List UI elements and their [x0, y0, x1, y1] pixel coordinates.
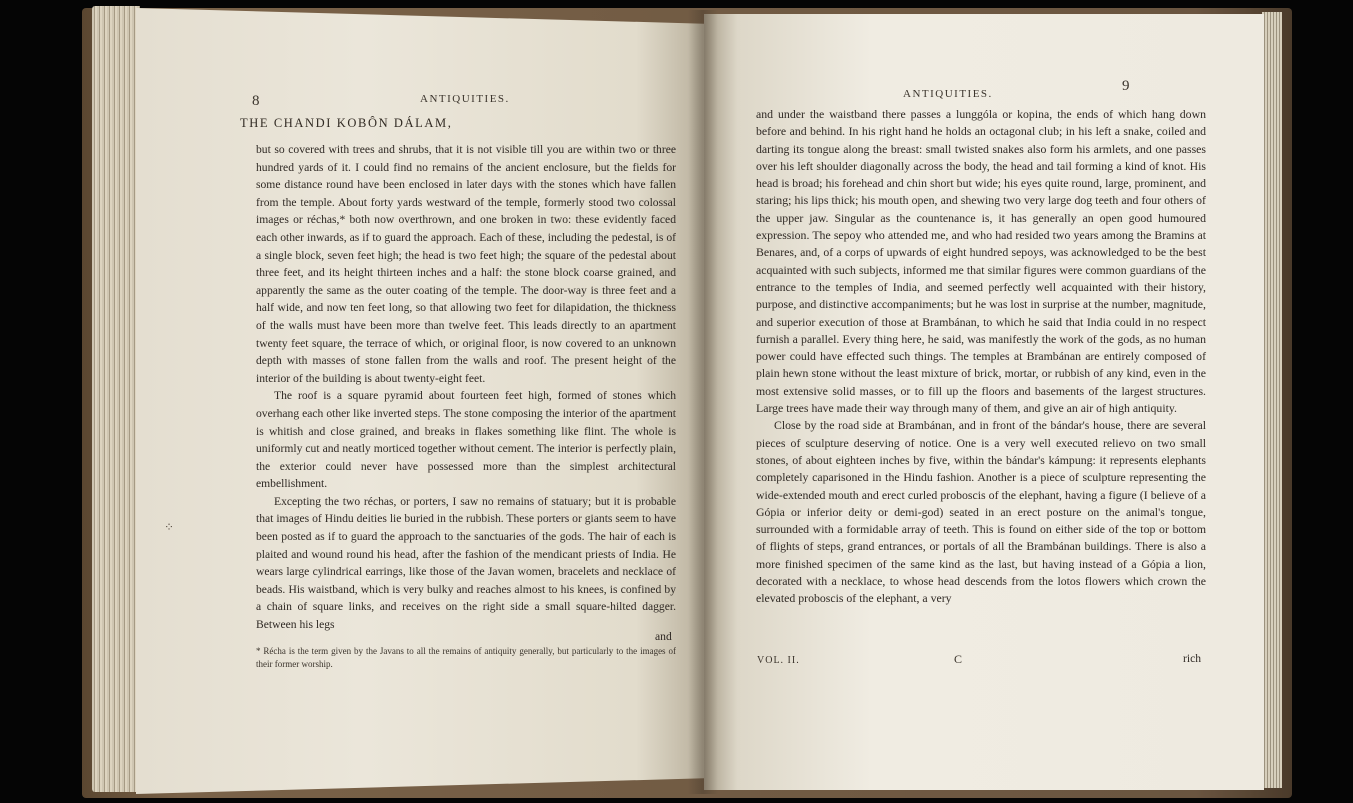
section-title: THE CHANDI KOBÔN DÁLAM, — [240, 116, 453, 130]
right-paragraph-2: Close by the road side at Brambánan, and in front of the bándar's house, there are several pieces of sculpture deserving of notice. One is a very well executed relievo on two small stones, of about eighteen inches by five, within the bándar's kámpung: it represents elephants completely caparisoned in the Hindu fashion. Another is a piece of sculpture representing the wide-extended mouth and erect curled proboscis of the elephant, having a figure (I believe of a Gópia or inferior deity or demi-god) seated in an erect posture on the animal's tongue, surrounded with a formidable array of teeth. This is found on either side of the top or bottom of flights of steps, grand entrances, or portals of all the Brambánan buildings. There is also a more finished specimen of the same kind as the last, but having instead of a Gópia a lion, decorated with a necklace, to whose head descends from the lotos flowers which crown the elevated proboscis of the elephant, a very — [756, 418, 1206, 606]
left-body-text — [256, 141, 676, 634]
page-edges-right — [1262, 12, 1282, 788]
left-running-head: ANTIQUITIES. — [420, 93, 510, 105]
signature-mark: C — [954, 652, 963, 666]
right-catchword: rich — [1183, 652, 1202, 665]
left-paragraph-1: but so covered with trees and shrubs, that it is not visible till you are within two or three hundred yards of it. I could find no remains of the ancient enclosure, but the fields for some distance round have been enclosed in later days with the stones which have fallen from the temple. About forty yards westward of the temple, formerly stood two colossal images or réchas,* both now overthrown, and one broken in two: these evidently faced each other inwards, as if to guard the approach. Each of these, including the pedestal, is of a single block, seven feet high; the head is two feet high; the square of the pedestal about three feet, and its height thirteen inches and a half: the stone block coarse grained, and apparently the same as the outer coating of the temple. The door-way is three feet and a half wide, and now ten feet long, so that allowing two feet for dilapidation, the thickness of the walls must have been more than twelve feet. This leads directly to an apartment twenty feet square, the terrace of which, or original floor, is now covered to an unknown depth with masses of stone fallen from the walls and roof. The present height of the interior of the building is about twenty-eight feet. — [256, 143, 676, 385]
left-paragraph-2: The roof is a square pyramid about fourteen feet high, formed of stones which overhang each other like inverted steps. The stone composing the interior of the apartment is whitish and close grained, and breaks in flakes something like flint. The whole is uniformly cut and neatly morticed together without cement. The interior is perfectly plain, the exterior could never have possessed more than the simplest architectural embellishment. — [256, 389, 676, 491]
footnote: * Récha is the term given by the Javans to all the remains of antiquity generally, but particularly to the images of their former worship. — [256, 646, 676, 669]
gutter-shadow — [688, 10, 718, 794]
right-body-text — [756, 106, 1206, 608]
right-running-head: ANTIQUITIES. — [903, 88, 993, 100]
volume-label: VOL. II. — [757, 655, 800, 666]
left-paragraph-3: Excepting the two réchas, or porters, I saw no remains of statuary; but it is probable that images of Hindu deities lie buried in the rubbish. These porters or giants seem to have been posted as if to guard the approach to the sanctuaries of the gods. The hair of each is plaited and wound round his head, after the fashion of the mendicant priests of India. He wears large cylindrical earrings, like those of the Javan women, bracelets and necklace of beads. His waistband, which is very bulky and reaches almost to his knees, is confined by a chain of square links, and receives on the right side a small square-hilted dagger. Between his legs — [256, 494, 676, 632]
page-edges-left — [92, 6, 140, 792]
left-catchword: and — [655, 630, 672, 643]
margin-mark: ⁘ — [164, 520, 175, 534]
right-paragraph-1: and under the waistband there passes a lunggóla or kopina, the ends of which hang down before and behind. In his right hand he holds an octagonal club; in his left a snake, coiled and darting its tongue along the breast: small twisted snakes also form his armlets, and one passes over his left shoulder diagonally across the body, the head and tail forming a kind of knot. His head is broad; his forehead and chin short but wide; his eyes quite round, large, prominent, and staring; his lips thick; his mouth open, and shewing two very large dog teeth and four others of the upper jaw. Singular as the countenance is, it has generally an open good humoured expression. The sepoy who attended me, and who had resided two years among the Bramins at Benares, and, of a corps of upwards of eight hundred sepoys, was acknowledged to be the best acquainted with such subjects, informed me that similar figures were common guardians of the entrance to the temples of India, and seemed perfectly well acquainted with their history, purpose, and distinctive accompaniments; but he was lost in surprise at the number, magnitude, and superior execution of those at Brambánan, to which he said that India could in no respect furnish a parallel. Every thing here, he said, was manifestly the work of the gods, as no human power could have effected such things. The temples at Brambánan are entirely composed of plain hewn stone without the least mixture of brick, mortar, or rubbish of any kind, even in the most extensive solid masses, or to fill up the floors and basements of the largest structures. Large trees have made their way through many of them, and give an air of high antiquity. — [756, 107, 1206, 416]
right-page-number: 9 — [1122, 78, 1130, 94]
left-page-number: 8 — [252, 93, 260, 109]
